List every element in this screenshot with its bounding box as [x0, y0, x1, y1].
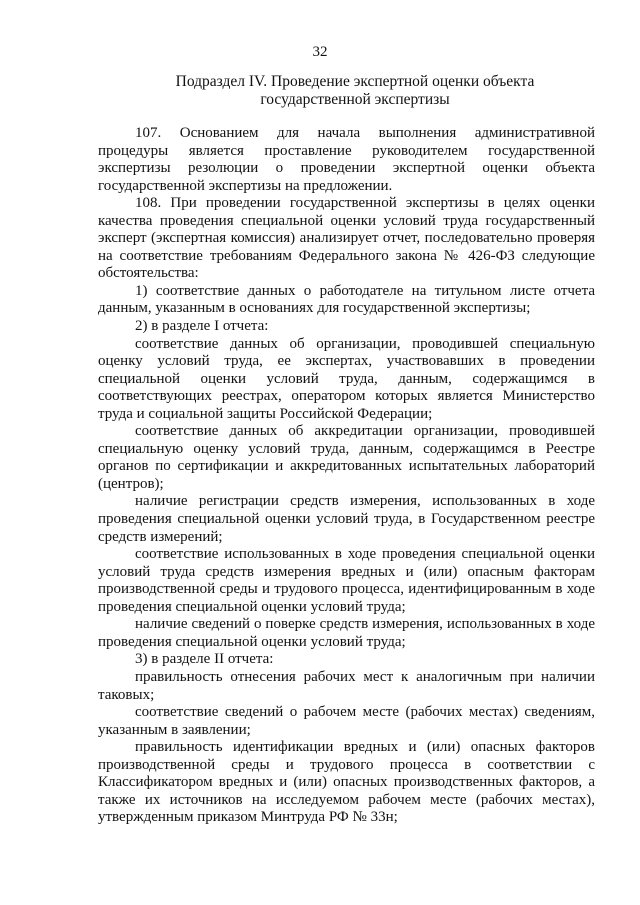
list-item-2-instruments: соответствие использованных в ходе проведения специальной оценки условий труда средств измерения вредных и (или) опасным факторам производственной среды и трудового процесса, идентифицированным в ходе проведения специальной оценки условий труда;: [98, 546, 595, 615]
page-number: 32: [312, 44, 328, 60]
list-item-2-organization: соответствие данных об организации, проводившей специальную оценку условий труда, ее экспертах, участвовавших в проведении специальной оценки условий труда, данным, содержащимся в соответствующих реестрах, оператором которых является Министерство труда и социальной защиты Российской Федерации;: [98, 335, 595, 422]
list-item-1: 1) соответствие данных о работодателе на титульном листе отчета данным, указанным в основаниях для государственной экспертизы;: [98, 282, 595, 317]
list-item-3-workplace-info: соответствие сведений о рабочем месте (рабочих местах) сведениям, указанным в заявлении;: [98, 704, 595, 738]
list-item-2-header: 2) в разделе I отчета:: [135, 318, 269, 335]
list-item-2-accreditation: соответствие данных об аккредитации организации, проводившей специальную оценку условий труда, данным, содержащимся в Реестре органов по сертификации и аккредитованных испытательных лабораторий (центров);: [98, 423, 595, 492]
list-item-3-header: 3) в разделе II отчета:: [135, 651, 274, 668]
list-item-3-workplaces: правильность отнесения рабочих мест к аналогичным при наличии таковых;: [98, 668, 595, 703]
list-item-2-registration: наличие регистрации средств измерения, использованных в ходе проведения специальной оценки условий труда, в Государственном реестре средств измерений;: [98, 493, 595, 545]
section-heading: Подраздел IV. Проведение экспертной оценки объекта государственной экспертизы: [175, 73, 535, 108]
document-body: [98, 125, 595, 827]
paragraph-107: 107. Основанием для начала выполнения административной процедуры является проставление руководителем государственной экспертизы резолюции о проведении экспертной оценки объекта государственной экспертизы на предложении.: [98, 125, 595, 194]
list-item-2-verification: наличие сведений о поверке средств измерения, использованных в ходе проведения специальной оценки условий труда;: [98, 616, 595, 650]
list-item-3-identification: правильность идентификации вредных и (или) опасных факторов производственной среды и трудового процесса в соответствии с Классификатором вредных и (или) опасных производственных факторов, а также их источников на исследуемом рабочем месте (рабочих местах), утвержденным приказом Минтруда РФ № 33н;: [98, 739, 595, 826]
paragraph-108: 108. При проведении государственной экспертизы в целях оценки качества проведения специальной оценки условий труда государственный эксперт (экспертная комиссия) анализирует отчет, последовательно проверяя на соответствие требованиям Федерального закона № 426-ФЗ следующие обстоятельства:: [98, 195, 595, 282]
